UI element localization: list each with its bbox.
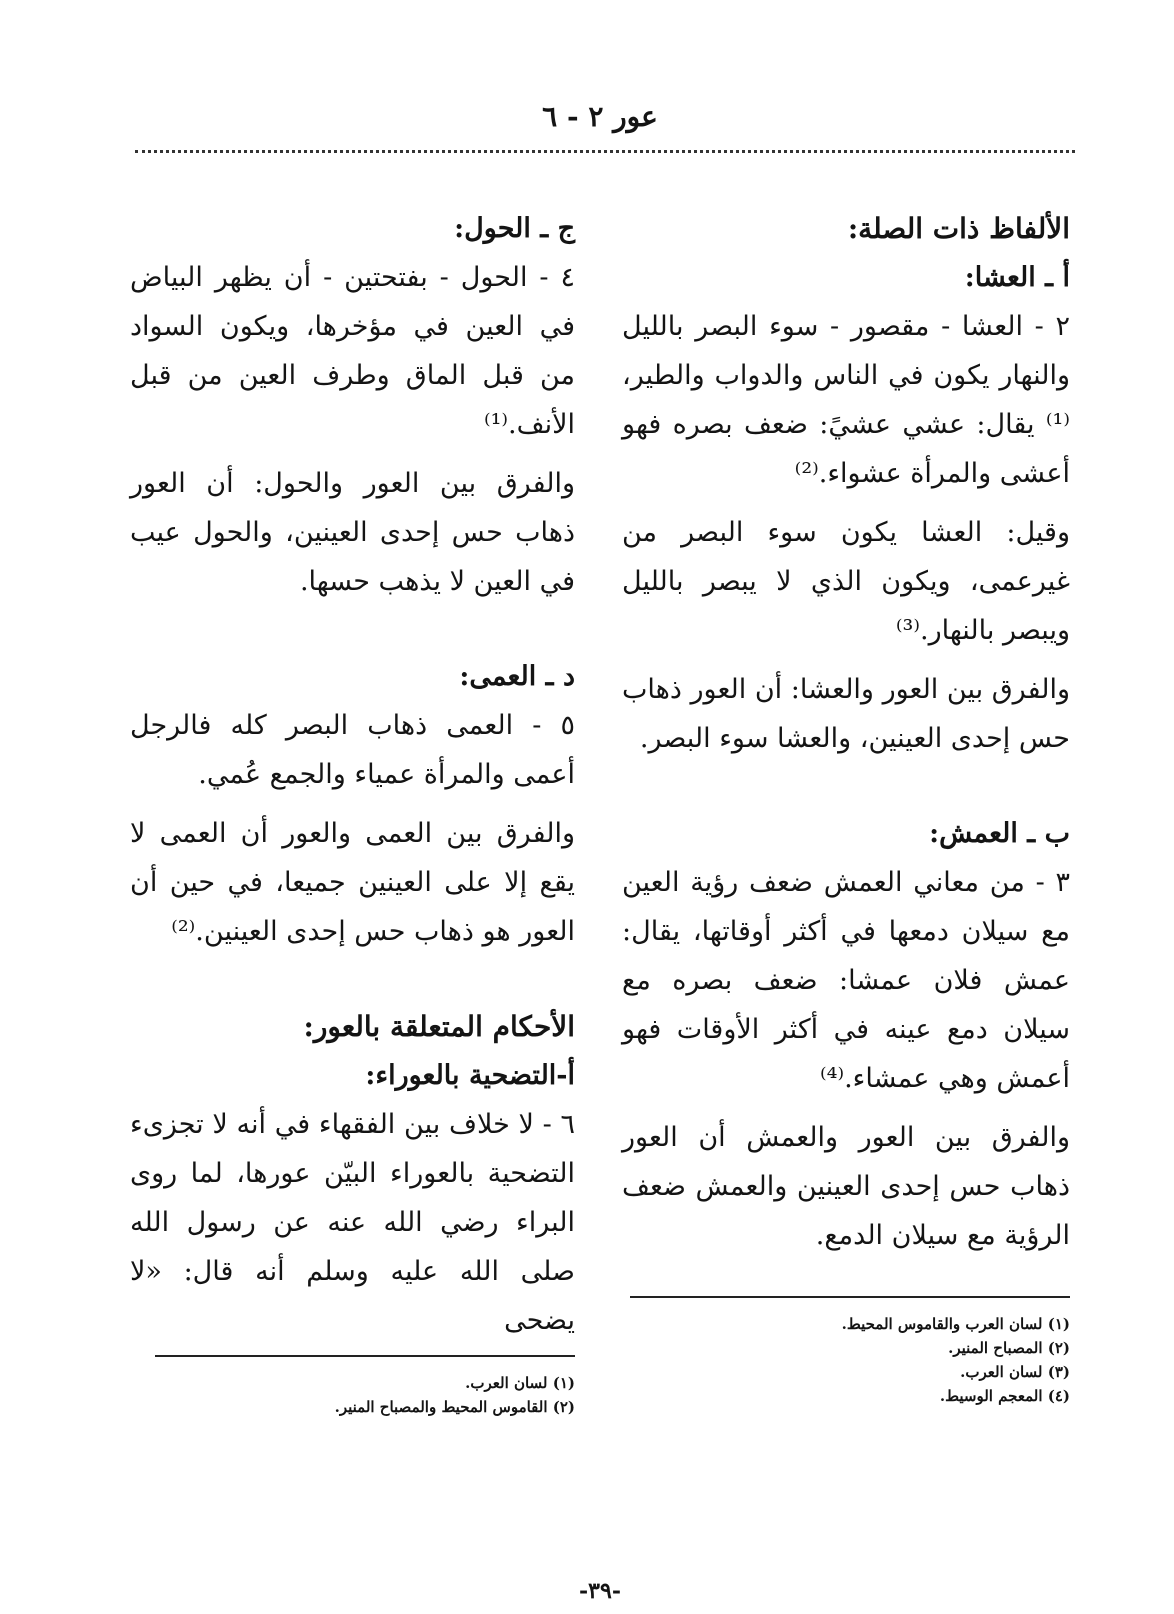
section-b-paragraph-2: والفرق بين العور والعمش أن العور ذهاب حس إحدى العينين والعمش ضعف الرؤية مع سيلان الدمع. [622, 1122, 1070, 1251]
footnote-rule [630, 1296, 1070, 1298]
footnote-item: (٢) القاموس المحيط والمصباح المنير. [334, 1398, 575, 1416]
header-dotted-rule [135, 150, 1075, 153]
section-a-paragraph-2: وقيل: العشا يكون سوء البصر من غيرعمى، ويكون الذي لا يبصر بالليل ويبصر بالنهار.⁽³⁾ [622, 517, 1070, 646]
section-d-paragraph-2: والفرق بين العمى والعور أن العمى لا يقع إلا على العينين جميعا، في حين أن العور هو ذهاب حس إحدى العينين.⁽²⁾ [130, 818, 575, 947]
footnote-item: (١) لسان العرب والقاموس المحيط. [841, 1315, 1070, 1333]
section-c-title: ج ـ الحول: [454, 213, 575, 244]
footnote-rule [155, 1355, 575, 1357]
related-terms-heading: الألفاظ ذات الصلة: [847, 212, 1070, 245]
section-a-title: أ ـ العشا: [964, 262, 1070, 293]
section-a-paragraph-3: والفرق بين العور والعشا: أن العور ذهاب حس إحدى العينين، والعشا سوء البصر. [622, 674, 1070, 754]
section-gap [622, 773, 1070, 809]
rulings-heading: الأحكام المتعلقة بالعور: [303, 1010, 575, 1043]
footnotes-right [622, 1296, 1070, 1408]
section-a-paragraph-1: ٢ - العشا - مقصور - سوء البصر بالليل والنهار يكون في الناس والدواب والطير،⁽¹⁾ يقال: عشي عشيً: ضعف بصره فهو أعشى والمرأة عشواء.⁽²⁾ [622, 311, 1070, 489]
page-number: -٣٩- [579, 1578, 621, 1604]
right-column [622, 204, 1070, 1270]
section-b-title: ب ـ العمش: [929, 818, 1070, 849]
section-b-paragraph-1: ٣ - من معاني العمش ضعف رؤية العين مع سيلان دمعها في أكثر أوقاتها، يقال: عمش فلان عمشا: ضعف بصره مع سيلان دمع عينه في أكثر الأوقات فهو أعمش وهي عمشاء.⁽⁴⁾ [622, 867, 1070, 1094]
section-gap [130, 616, 575, 652]
footnote-item: (٤) المعجم الوسيط. [939, 1387, 1070, 1405]
section-d-title: د ـ العمى: [459, 661, 575, 692]
rulings-subheading: أ-التضحية بالعوراء: [365, 1060, 575, 1091]
footnote-item: (٣) لسان العرب. [960, 1363, 1070, 1381]
left-column [130, 204, 575, 1355]
page-header-title: عور ٢ - ٦ [542, 100, 658, 133]
section-gap [130, 966, 575, 1002]
footnote-item: (٢) المصباح المنير. [948, 1339, 1070, 1357]
section-c-paragraph-2: والفرق بين العور والحول: أن العور ذهاب حس إحدى العينين، والحول عيب في العين لا يذهب حسها. [130, 468, 575, 597]
rulings-paragraph-1: ٦ - لا خلاف بين الفقهاء في أنه لا تجزىء التضحية بالعوراء البيّن عورها، لما روى البراء رضي الله عنه عن رسول الله صلى الله عليه وسلم أنه قال: «لا يضحى [130, 1109, 575, 1336]
section-c-paragraph-1: ٤ - الحول - بفتحتين - أن يظهر البياض في العين في مؤخرها، ويكون السواد من قبل الماق وطرف العين من قبل الأنف.⁽¹⁾ [130, 262, 575, 440]
footnote-item: (١) لسان العرب. [465, 1374, 575, 1392]
footnotes-left [130, 1355, 575, 1419]
section-d-paragraph-1: ٥ - العمى ذهاب البصر كله فالرجل أعمى والمرأة عمياء والجمع عُمي. [130, 710, 575, 790]
